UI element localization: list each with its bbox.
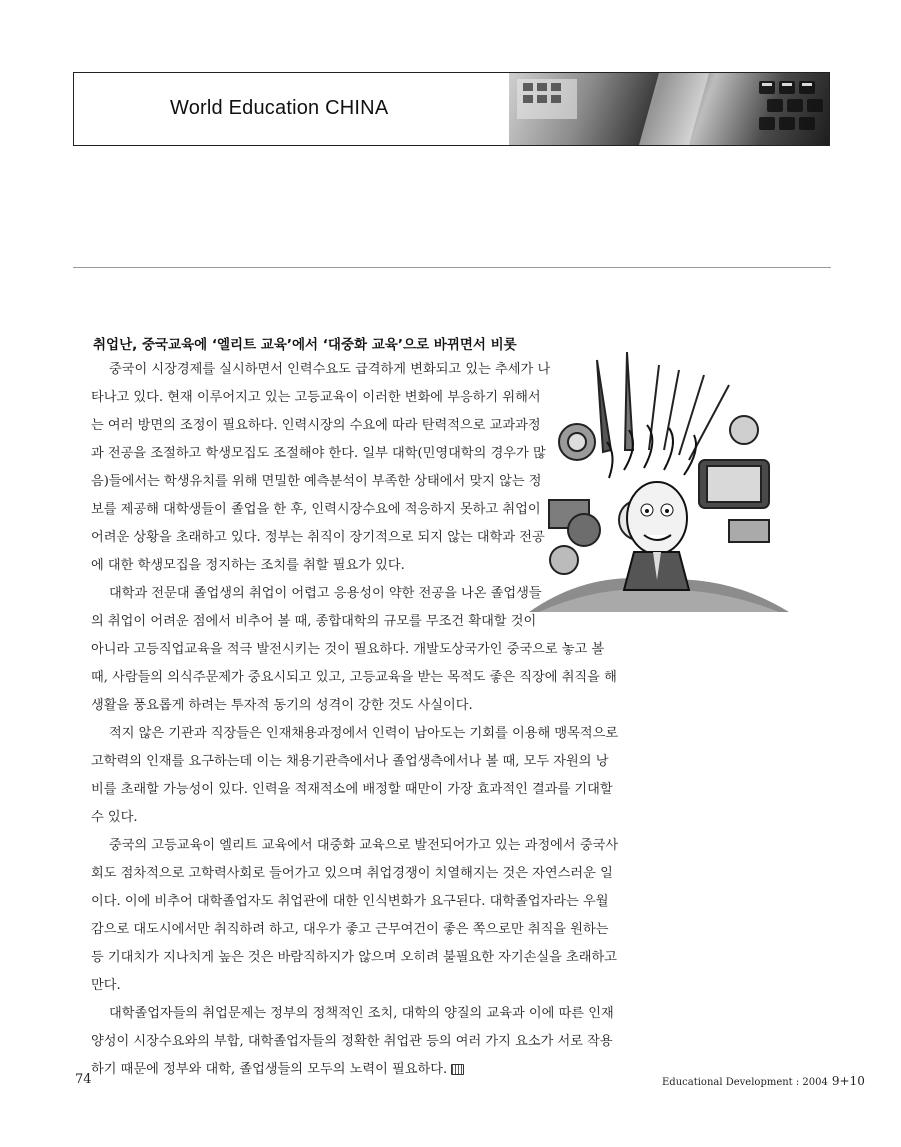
article-line: 감으로 대도시에서만 취직하려 하고, 대우가 좋고 근무여건이 좋은 쪽으로만 취직을 원하는 <box>91 922 609 937</box>
article-line: 음)들에서는 학생유치를 위해 면밀한 예측분석이 부족한 상태에서 맞지 않는 정 <box>91 474 542 489</box>
section-divider <box>73 267 831 268</box>
article-line: 등 기대치가 지나치게 높은 것은 바람직하지가 않으며 오히려 불필요한 자기손실을 초래하고 <box>91 950 618 965</box>
article-line: 수 있다. <box>91 810 138 825</box>
article-line-last <box>91 1058 464 1077</box>
article-line: 때, 사람들의 의식주문제가 중요시되고 있고, 고등교육을 받는 목적도 좋은 직장에 취직을 해 <box>91 670 617 685</box>
article-line: 중국이 시장경제를 실시하면서 인력수요도 급격하게 변화되고 있는 추세가 나 <box>109 362 551 377</box>
article-line: 적지 않은 기관과 직장들은 인재채용과정에서 인력이 남아도는 기회를 이용해 맹목적으로 <box>109 726 619 741</box>
article-line: 하기 때문에 정부와 대학, 졸업생들의 모두의 노력이 필요하다. <box>91 1062 448 1077</box>
header-photo-collage <box>509 73 829 145</box>
footer-journal <box>662 1074 865 1088</box>
article-line: 양성이 시장수요와의 부합, 대학졸업자들의 정확한 취업관 등의 여러 가지 요소가 서로 작용 <box>91 1034 613 1049</box>
article-line: 어려운 상황을 초래하고 있다. 정부는 취직이 장기적으로 되지 않는 대학과 전공 <box>91 530 545 545</box>
article-line: 고학력의 인재를 요구하는데 이는 채용기관측에서나 졸업생측에서나 볼 때, 모두 자원의 낭 <box>91 754 609 769</box>
journal-name: Educational Development : 2004 <box>662 1077 828 1088</box>
article-line: 이다. 이에 비추어 대학졸업자도 취업관에 대한 인식변화가 요구된다. 대학졸업자라는 우월 <box>91 894 609 909</box>
end-mark-icon <box>451 1064 464 1075</box>
cartoon-illustration <box>529 350 789 612</box>
article-line: 타나고 있다. 현재 이루어지고 있는 고등교육이 이러한 변화에 부응하기 위해서 <box>91 390 541 405</box>
journal-issue: 9+10 <box>831 1074 865 1088</box>
page-number: 74 <box>75 1072 92 1087</box>
header-title: World Education CHINA <box>170 97 389 119</box>
article-line: 대학졸업자들의 취업문제는 정부의 정책적인 조치, 대학의 양질의 교육과 이에 따른 인재 <box>109 1006 614 1021</box>
article-line: 아니라 고등직업교육을 적극 발전시키는 것이 필요하다. 개발도상국가인 중국으로 놓고 볼 <box>91 642 605 657</box>
article-line: 과 전공을 조절하고 학생모집도 조절해야 한다. 일부 대학(민영대학의 경우가 많 <box>91 446 546 461</box>
article-line: 에 대한 학생모집을 정지하는 조치를 취할 필요가 있다. <box>91 558 405 573</box>
article-line: 는 여러 방면의 조정이 필요하다. 인력시장의 수요에 따라 탄력적으로 교과과정 <box>91 418 541 433</box>
article-line: 중국의 고등교육이 엘리트 교육에서 대중화 교육으로 발전되어가고 있는 과정에서 중국사 <box>109 838 619 853</box>
article-heading: 취업난, 중국교육에 ‘엘리트 교육’에서 ‘대중화 교육’으로 바뀌면서 비롯 <box>93 337 517 353</box>
article-line: 보를 제공해 대학생들이 졸업을 한 후, 인력시장수요에 적응하지 못하고 취업이 <box>91 502 541 517</box>
article-line: 회도 점차적으로 고학력사회로 들어가고 있으며 취업경쟁이 치열해지는 것은 자연스러운 일 <box>91 866 613 881</box>
article-line: 대학과 전문대 졸업생의 취업이 어렵고 응용성이 약한 전공을 나온 졸업생들 <box>109 586 542 601</box>
article-line: 비를 초래할 가능성이 있다. 인력을 적재적소에 배정할 때만이 가장 효과적인 결과를 기대할 <box>91 782 613 797</box>
article-line: 의 취업이 어려운 점에서 비추어 볼 때, 종합대학의 규모를 무조건 확대할 것이 <box>91 614 537 629</box>
article-line: 만다. <box>91 978 121 993</box>
article-line: 생활을 풍요롭게 하려는 투자적 동기의 성격이 강한 것도 사실이다. <box>91 698 473 713</box>
header-banner <box>73 72 830 146</box>
